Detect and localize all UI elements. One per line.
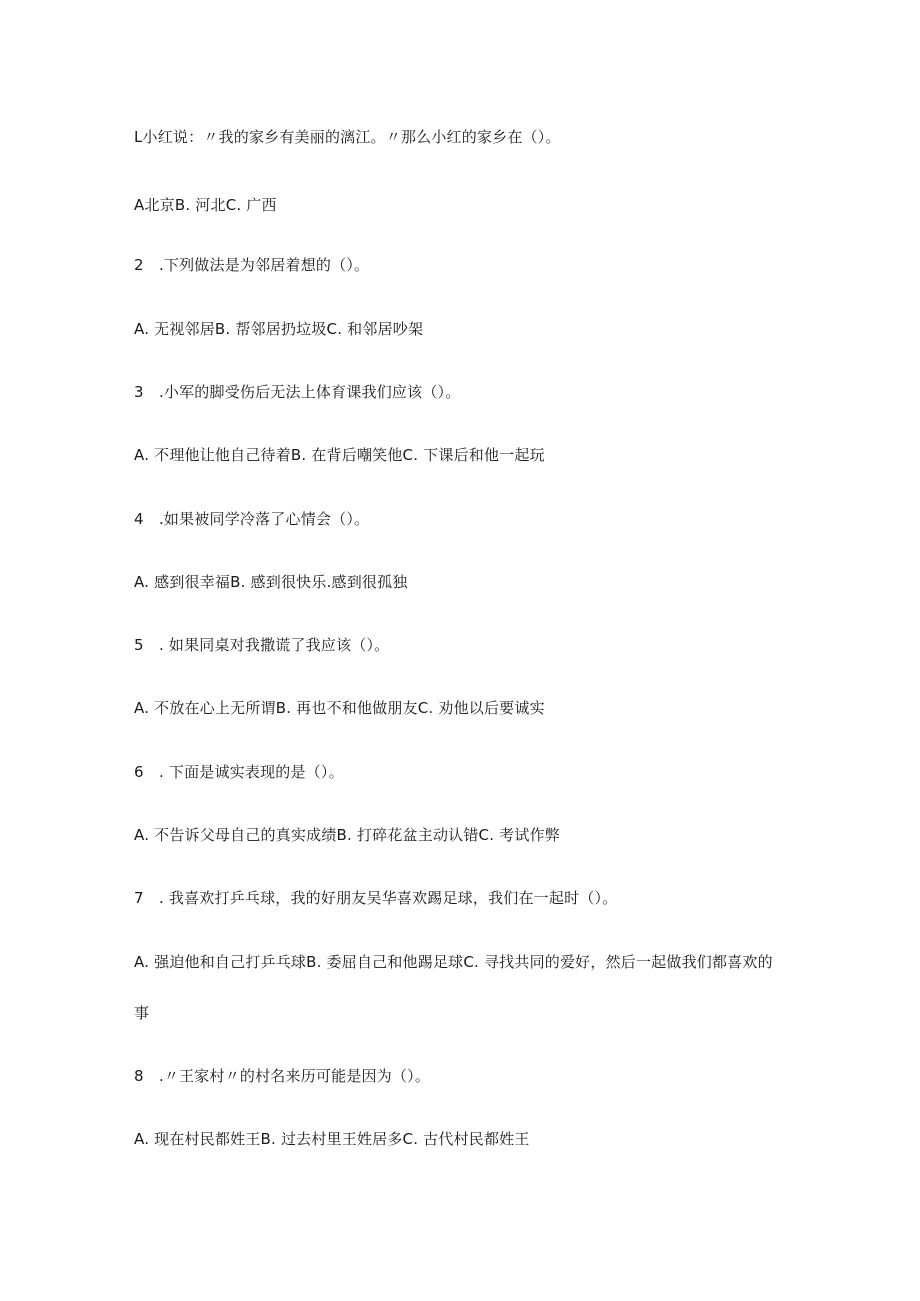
options-7-continued: 事: [134, 1004, 150, 1022]
options-7: A. 强迫他和自己打乒乓球B. 委屈自己和他踢足球C. 寻找共同的爱好，然后一起做我们都喜欢的: [134, 953, 773, 971]
question-1: L小红说：〃我的家乡有美丽的漓江。〃那么小红的家乡在（）。: [134, 128, 561, 146]
question-2: 2 .下列做法是为邻居着想的（）。: [134, 256, 370, 274]
options-1: A北京B. 河北C. 广西: [134, 196, 277, 214]
options-5: A. 不放在心上无所谓B. 再也不和他做朋友C. 劝他以后要诚实: [134, 699, 545, 717]
options-3: A. 不理他让他自己待着B. 在背后嘲笑他C. 下课后和他一起玩: [134, 446, 545, 464]
question-4: 4 .如果被同学冷落了心情会（）。: [134, 510, 370, 528]
question-3: 3 .小军的脚受伤后无法上体育课我们应该（）。: [134, 383, 461, 401]
options-6: A. 不告诉父母自己的真实成绩B. 打碎花盆主动认错C. 考试作弊: [134, 826, 560, 844]
question-7: 7 . 我喜欢打乒乓球，我的好朋友吴华喜欢踢足球，我们在一起时（）。: [134, 889, 618, 907]
options-4: A. 感到很幸福B. 感到很快乐.感到很孤独: [134, 573, 408, 591]
question-5: 5 . 如果同桌对我撒谎了我应该（）。: [134, 636, 390, 654]
options-2: A. 无视邻居B. 帮邻居扔垃圾C. 和邻居吵架: [134, 320, 424, 338]
question-8: 8 .〃王家村〃的村名来历可能是因为（）。: [134, 1067, 431, 1085]
options-8: A. 现在村民都姓王B. 过去村里王姓居多C. 古代村民都姓王: [134, 1130, 530, 1148]
question-6: 6 . 下面是诚实表现的是（）。: [134, 763, 344, 781]
